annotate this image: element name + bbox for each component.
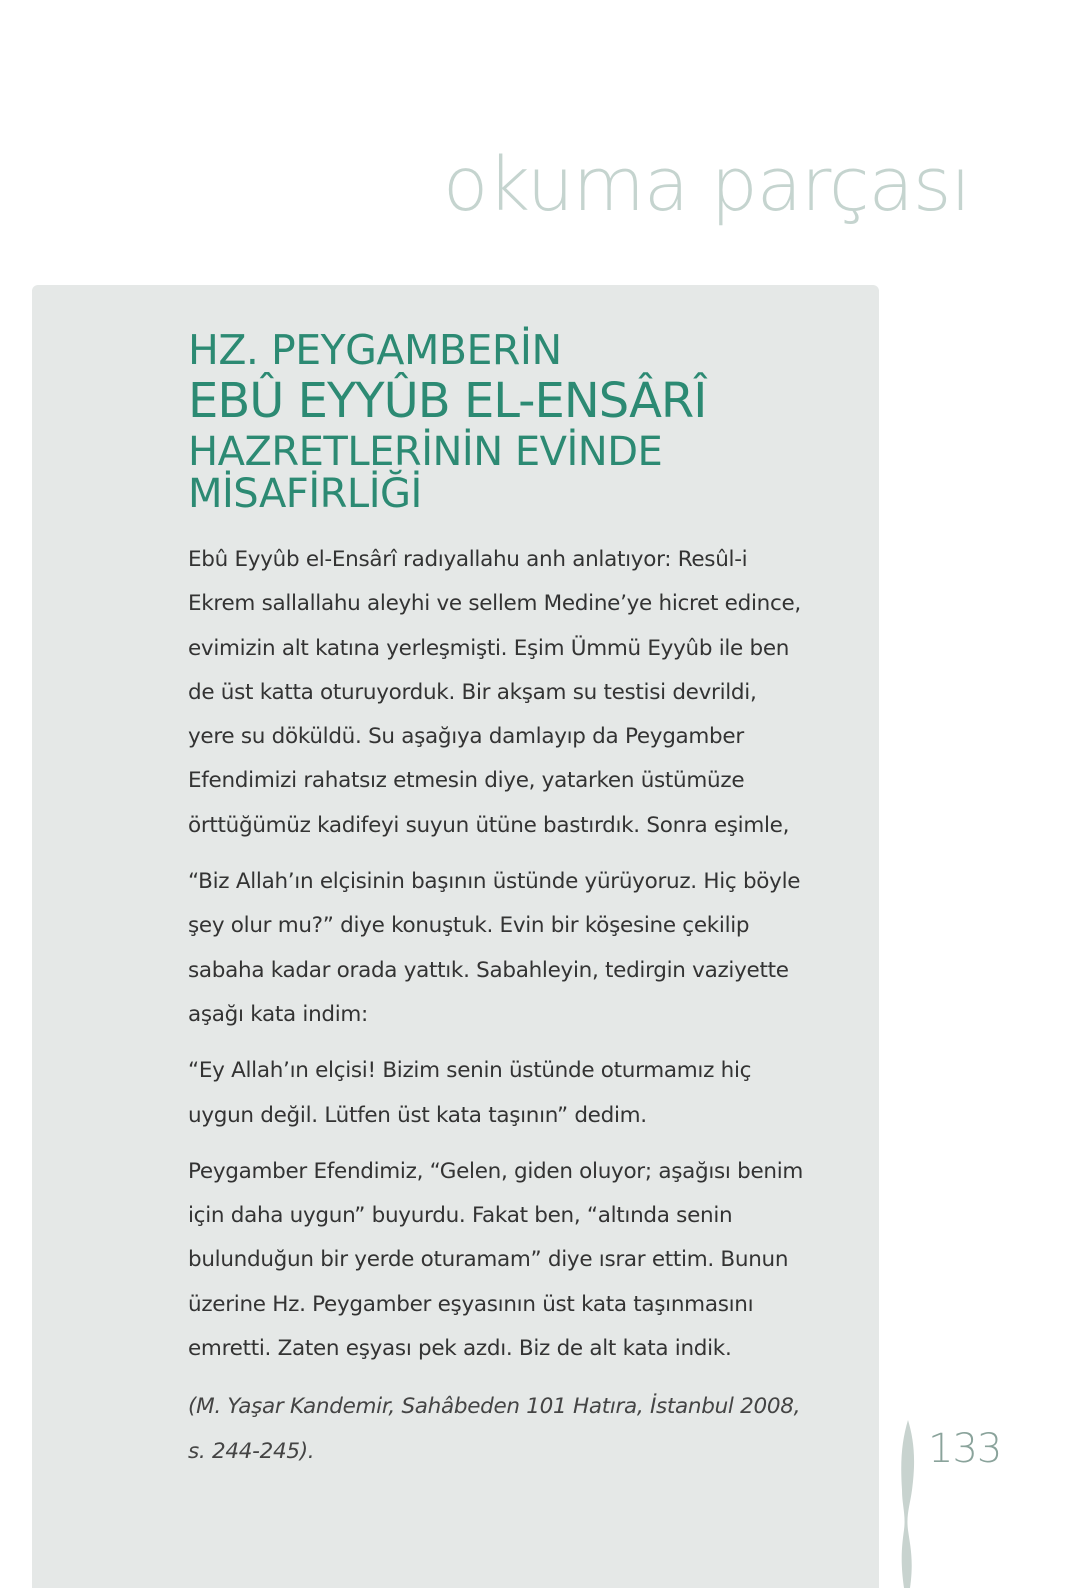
section-title: okuma parçası	[443, 142, 970, 228]
heading-line-3: HAZRETLERİNİN EVİNDE MİSAFİRLİĞİ	[188, 429, 663, 517]
heading-line-2: EBÛ EYYÛB EL-ENSÂRÎ	[188, 373, 707, 429]
page-ornament-icon	[896, 1420, 920, 1588]
paragraph-2: “Biz Allah’ın elçisinin başının üstünde yürüyoruz. Hiç böyle şey olur mu?” diye konuştuk. Evin bir köşesine çekilip sabaha kadar orada yattık. Sabahleyin, tedirgin vaziyette aşağı kata indim:	[188, 869, 801, 1027]
page-number: 133	[928, 1426, 1002, 1472]
paragraph-4: Peygamber Efendimiz, “Gelen, giden oluyor; aşağısı benim için daha uygun” buyurdu. Fakat ben, “altında senin bulunduğun bir yerde oturamam” diye ısrar ettim. Bunun üzerine Hz. Peygamber eşyasının üst kata taşınmasını emretti. Zaten eşyası pek azdı. Biz de alt kata indik.	[188, 1158, 804, 1362]
heading-line-1: HZ. PEYGAMBERİN	[188, 326, 562, 374]
article-heading	[188, 326, 808, 517]
paragraph-3: “Ey Allah’ın elçisi! Bizim senin üstünde oturmamız hiç uygun değil. Lütfen üst kata taşının” dedim.	[188, 1058, 752, 1128]
article-body	[188, 538, 808, 1486]
citation: (M. Yaşar Kandemir, Sahâbeden 101 Hatıra, İstanbul 2008, s. 244-245).	[188, 1394, 801, 1464]
paragraph-1: Ebû Eyyûb el-Ensârî radıyallahu anh anlatıyor: Resûl-i Ekrem sallallahu aleyhi ve sellem Medine’ye hicret edince, evimizin alt katına yerleşmişti. Eşim Ümmü Eyyûb ile ben de üst katta oturuyorduk. Bir akşam su testisi devrildi, yere su döküldü. Su aşağıya damlayıp da Peygamber Efendimizi rahatsız etmesin diye, yatarken üstümüze örttüğümüz kadifeyi suyun ütüne bastırdık. Sonra eşimle,	[188, 547, 801, 838]
